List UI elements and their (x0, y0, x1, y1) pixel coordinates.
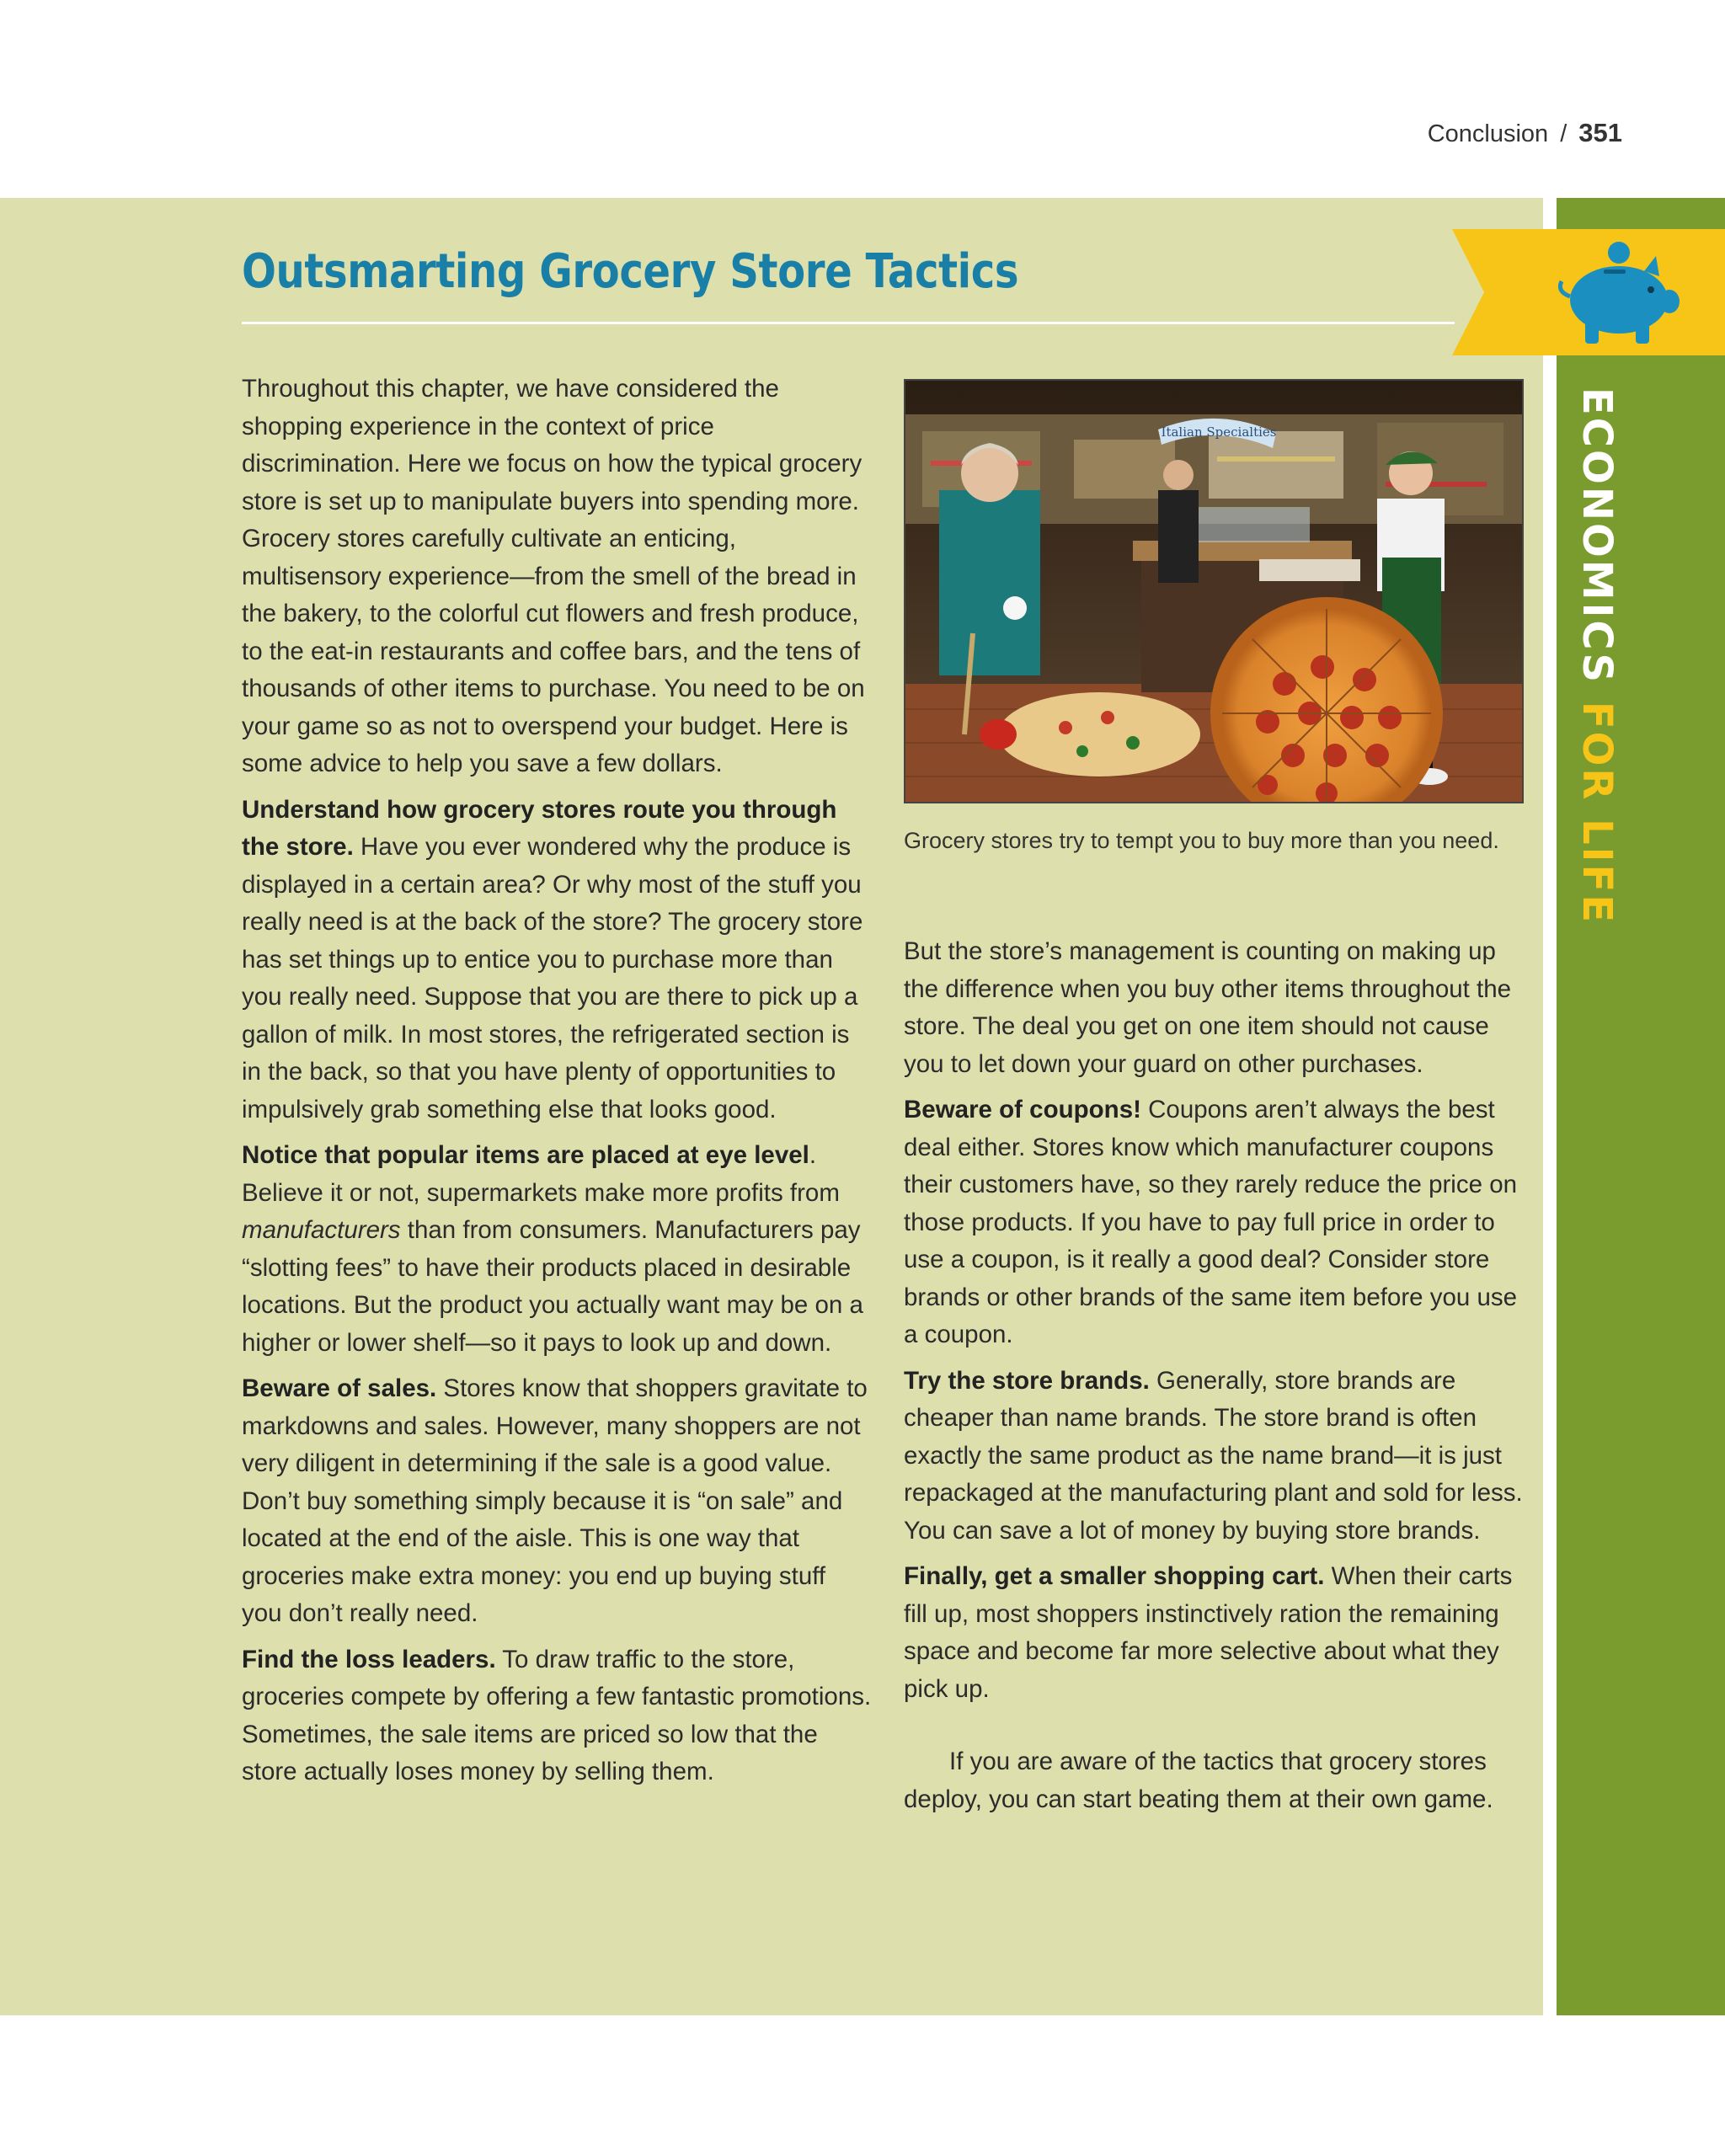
tip-body: Coupons aren’t always the best deal either. Stores know which manufacturer coupons their customers have, so they rarely reduce the price on those products. If you have to pay full price in order to use a coupon, is it really a good deal? Consider store brands or other brands of the same item before you use a coupon. (904, 1096, 1518, 1348)
section-name: Conclusion (1427, 120, 1549, 147)
tip-body: Have you ever wondered why the produce is displayed in a certain area? Or why most of the stuff you really need is at the back of the store? The grocery store has set things up to entice you to purchase more than you really need. Suppose that you are there to pick up a gallon of milk. In most stores, the refrigerated section is in the back, so that you have plenty of opportunities to impulsively grab something else that looks good. (242, 833, 863, 1123)
column-left (242, 371, 872, 1800)
tip-paragraph (242, 1137, 872, 1362)
tip-paragraph (904, 1558, 1527, 1708)
page-number: 351 (1578, 118, 1622, 147)
tip-emphasis: manufacturers (242, 1216, 401, 1244)
tip-body: Generally, store brands are cheaper than name brands. The store brand is often exactly the same product as the name brand—it is just repackaged at the manufacturing plant and sold for less. You can save a lot of money by buying store brands. (904, 1366, 1523, 1545)
continuation-paragraph: But the store’s management is counting on making up the difference when you buy other items throughout the store. The deal you get on one item should not cause you to let down your guard on other purchases. (904, 937, 1512, 1078)
grocery-store-photo (904, 379, 1524, 803)
tip-body: To draw traffic to the store, groceries compete by offering a few fantastic promotions. Sometimes, the sale items are priced so low that the store actually loses money by selling them. (242, 1645, 872, 1785)
sidebar-label-accent: FOR LIFE (1573, 701, 1621, 926)
tip-heading: Beware of coupons! (904, 1096, 1141, 1123)
tip-heading: Notice that popular items are placed at eye level (242, 1141, 809, 1169)
tip-heading: Finally, get a smaller shopping cart. (904, 1562, 1325, 1590)
header-separator: / (1560, 120, 1567, 147)
tip-body: When their carts fill up, most shoppers instinctively ration the remaining space and become far more selective about what they pick up. (904, 1562, 1513, 1703)
tip-paragraph (242, 792, 872, 1129)
title-rule (242, 322, 1455, 324)
tip-paragraph (904, 1363, 1527, 1550)
sidebar-label-main: ECONOMICS (1573, 387, 1621, 702)
tip-body: Stores know that shoppers gravitate to markdowns and sales. However, many shoppers are not very diligent in determining if the sale is a good value. Don’t buy something simply because it is “on sale” and located at the end of the aisle. This is one way that groceries make extra money: you end up buying stuff you don’t really need. (242, 1374, 868, 1627)
article-title: Outsmarting Grocery Store Tactics (242, 244, 1019, 299)
tip-body: . Believe it or not, supermarkets make more profits from (242, 1141, 840, 1207)
tip-paragraph (242, 1370, 872, 1633)
tip-paragraph (242, 1641, 872, 1791)
tip-heading: Find the loss leaders. (242, 1645, 496, 1673)
tip-heading: Beware of sales. (242, 1374, 437, 1402)
ribbon-banner (1452, 229, 1725, 355)
sidebar-label (1573, 387, 1621, 925)
tip-body: than from consumers. Manufacturers pay “slotting fees” to have their products placed in desirable locations. But the product you actually want may be on a higher or lower shelf—so it pays to look up and down. (242, 1216, 863, 1357)
closing-paragraph: If you are aware of the tactics that grocery stores deploy, you can start beating them at their own game. (904, 1748, 1493, 1813)
banner-text: Italian Specialties (1161, 424, 1277, 440)
photo-caption: Grocery stores try to tempt you to buy more than you need. (904, 828, 1499, 853)
intro-paragraph: Throughout this chapter, we have considered the shopping experience in the context of price discrimination. Here we focus on how the typical grocery store is set up to manipulate buyers into spending more. Grocery stores carefully cultivate an enticing, multisensory experience—from the smell of the bread in the bakery, to the colorful cut flowers and fresh produce, to the eat-in restaurants and coffee bars, and the tens of thousands of other items to purchase. You need to be on your game so as not to overspend your budget. Here is some advice to help you save a few dollars. (242, 375, 865, 777)
tip-paragraph (904, 1091, 1527, 1354)
running-head (1348, 118, 1622, 148)
tip-heading: Understand how grocery stores route you through the store. (242, 795, 837, 861)
tip-heading: Try the store brands. (904, 1366, 1150, 1395)
column-right (904, 933, 1527, 1827)
photo-illustration (905, 381, 1522, 802)
